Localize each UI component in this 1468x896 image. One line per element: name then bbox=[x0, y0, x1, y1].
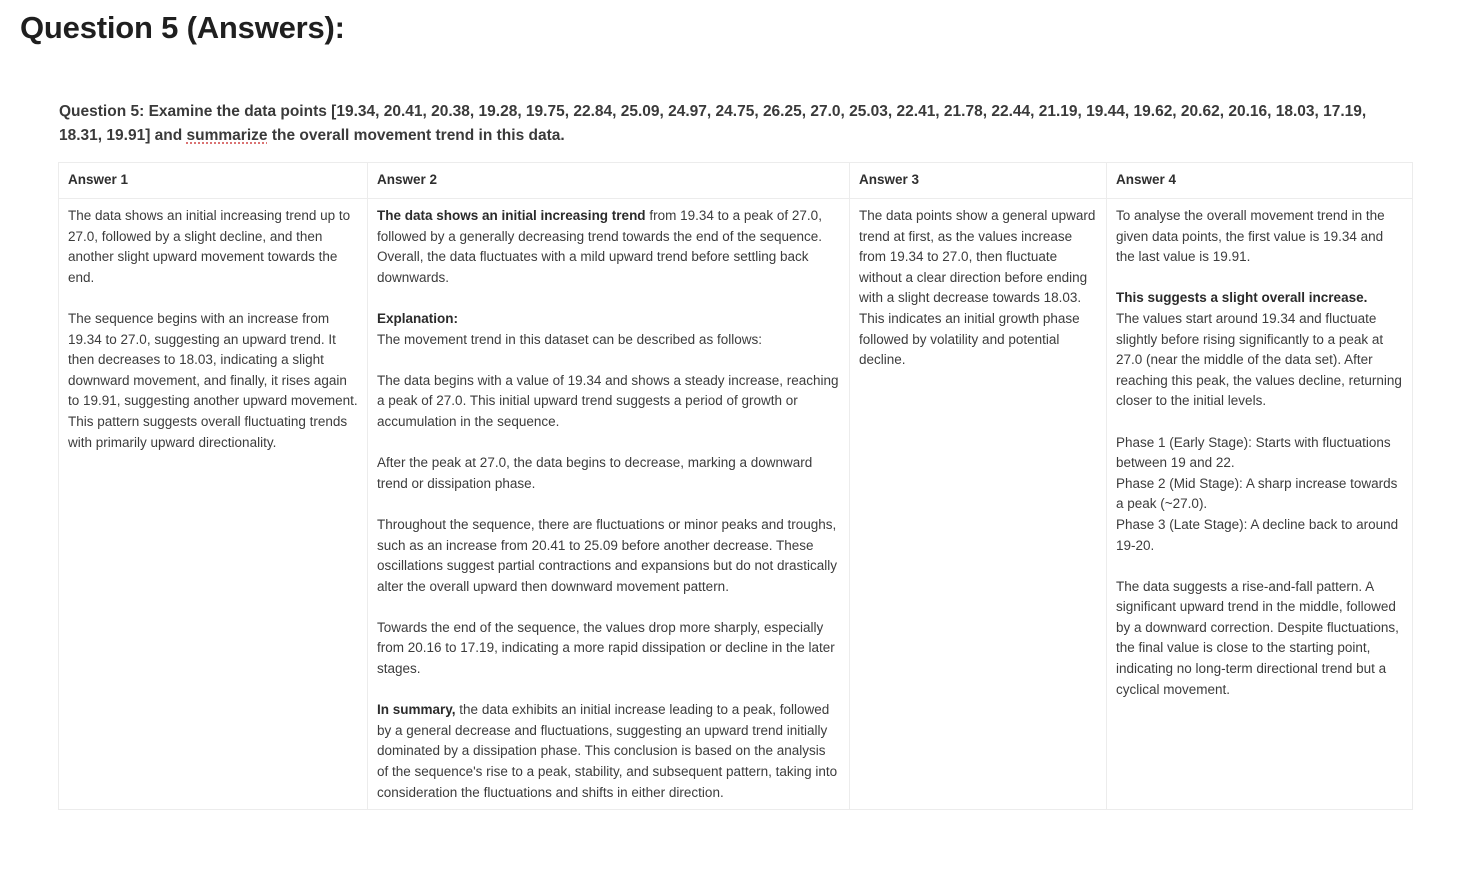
answer-2-paragraph-3: The data begins with a value of 19.34 and shows a steady increase, reaching a peak of 27.0. This initial upward trend suggests a period of growth or accumulation in the sequence. bbox=[377, 372, 839, 429]
question-text-end: the overall movement trend in this data. bbox=[271, 127, 565, 144]
answer-4-cell bbox=[1107, 199, 1413, 810]
header-answer-3: Answer 3 bbox=[850, 163, 1107, 199]
question-label: Question 5: bbox=[59, 103, 145, 120]
spellcheck-word: summarize bbox=[186, 127, 268, 144]
header-answer-1: Answer 1 bbox=[59, 163, 368, 199]
answer-2-explanation-text: The movement trend in this dataset can be described as follows: bbox=[377, 331, 762, 347]
table-header-row bbox=[59, 163, 1413, 199]
header-answer-2: Answer 2 bbox=[368, 163, 850, 199]
answer-3-cell bbox=[850, 199, 1107, 810]
answer-2-paragraph-1 bbox=[377, 206, 840, 288]
answer-2-paragraph-4: After the peak at 27.0, the data begins to decrease, marking a downward trend or dissipation phase. bbox=[377, 455, 813, 491]
answer-4-phases bbox=[1116, 433, 1403, 557]
answer-2-explanation-heading: Explanation: bbox=[377, 310, 459, 326]
answer-1-paragraph-1: The data shows an initial increasing trend up to 27.0, followed by a slight decline, and then another slight upward movement towards the end. bbox=[68, 208, 351, 285]
answer-4-paragraph-2 bbox=[1116, 288, 1403, 412]
answer-2-summary-bold: In summary, bbox=[377, 702, 456, 718]
answer-3-paragraph-1: The data points show a general upward trend at first, as the values increase from 19.34 to 27.0, then fluctuate without a clear direction before ending with a slight decrease towards 18.03. This indicates an initial growth phase followed by volatility and potential decline. bbox=[859, 208, 1096, 368]
table-row bbox=[59, 199, 1413, 810]
answer-4-phase-3: Phase 3 (Late Stage): A decline back to around 19-20. bbox=[1116, 516, 1399, 553]
answer-2-lead-bold: The data shows an initial increasing trend bbox=[377, 208, 646, 223]
answer-2-lead-text: from 19.34 to a peak of 27.0, followed by a generally decreasing trend towards the end of the sequence. Overall, the data fluctuates with a mild upward trend before settling back downwards. bbox=[377, 208, 823, 285]
answer-1-cell bbox=[59, 199, 368, 810]
answer-2-summary bbox=[377, 700, 840, 803]
answer-2-cell bbox=[368, 199, 850, 810]
page-title: Question 5 (Answers): bbox=[20, 10, 345, 45]
answer-2-paragraph-5: Throughout the sequence, there are fluctuations or minor peaks and troughs, such as an increase from 20.41 to 25.09 before another decrease. These oscillations suggest partial contractions and expansions but do not drastically alter the overall upward then downward movement pattern. bbox=[377, 516, 838, 594]
answer-4-paragraph-1: To analyse the overall movement trend in the given data points, the first value is 19.34 and the last value is 19.91. bbox=[1116, 208, 1385, 265]
question-text: Examine the data points [19.34, 20.41, 20.38, 19.28, 19.75, 22.84, 25.09, 24.97, 24.75, 26.25, 27.0, 25.03, 22.41, 21.78, 22.44, 21.19, 19.44, 19.62, 20.62, 20.16, 18.03, 17.19, 18.31, 19.91] and bbox=[59, 103, 1367, 144]
question-prompt bbox=[59, 100, 1409, 148]
answer-4-paragraph-4: The data suggests a rise-and-fall pattern. A significant upward trend in the middle, followed by a downward correction. Despite fluctuations, the final value is close to the starting point, indicating no long-term directional trend but a cyclical movement. bbox=[1116, 578, 1399, 697]
answer-2-paragraph-6: Towards the end of the sequence, the values drop more sharply, especially from 20.16 to 17.19, indicating a more rapid dissipation or decline in the later stages. bbox=[377, 619, 835, 677]
answer-4-bold-statement: This suggests a slight overall increase. bbox=[1116, 290, 1368, 306]
header-answer-4: Answer 4 bbox=[1107, 163, 1413, 199]
answer-2-summary-text: the data exhibits an initial increase leading to a peak, followed by a general decrease and fluctuations, suggesting an upward trend initially dominated by a dissipation phase. This conclusion is based on the analysis of the sequence's rise to a peak, stability, and subsequent pattern, taking into consideration the fluctuations and shifts in either direction. bbox=[377, 702, 838, 800]
answers-table bbox=[58, 162, 1413, 810]
answer-1-paragraph-2: The sequence begins with an increase from 19.34 to 27.0, suggesting an upward trend. It then decreases to 18.03, indicating a slight downward movement, and finally, it rises again to 19.91, suggesting another upward movement. This pattern suggests overall fluctuating trends with primarily upward directionality. bbox=[68, 310, 358, 450]
answer-4-paragraph-2-text: The values start around 19.34 and fluctuate slightly before rising significantly to a peak at 27.0 (near the middle of the data set). After reaching this peak, the values decline, returning closer to the initial levels. bbox=[1116, 310, 1402, 409]
answer-2-explanation bbox=[377, 309, 840, 350]
answer-4-phase-2: Phase 2 (Mid Stage): A sharp increase towards a peak (~27.0). bbox=[1116, 475, 1398, 512]
answer-4-phase-1: Phase 1 (Early Stage): Starts with fluctuations between 19 and 22. bbox=[1116, 434, 1391, 471]
